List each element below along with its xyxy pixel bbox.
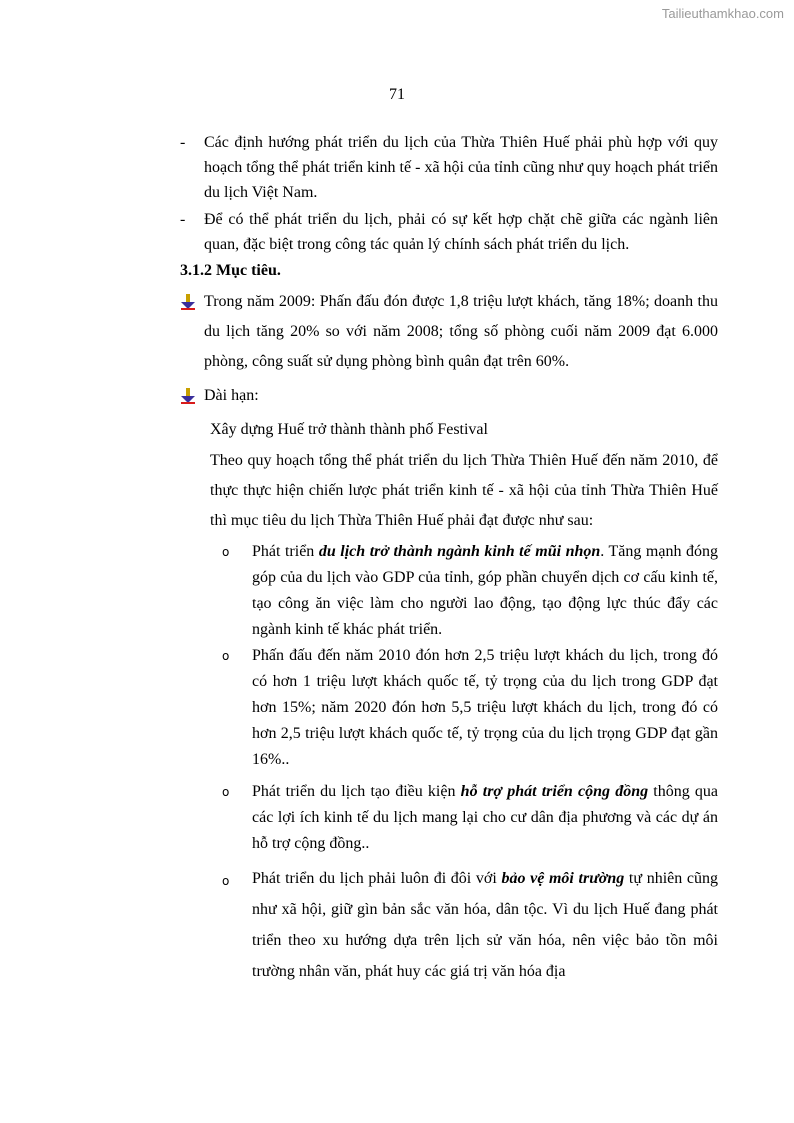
dash-marker: - [180, 134, 186, 151]
watermark: Tailieuthamkhao.com [661, 6, 784, 21]
goal-text: Phát triển [252, 543, 319, 560]
goal-text: Phát triển du lịch phải luôn đi đôi với [252, 870, 502, 887]
dash-list-item [180, 207, 718, 257]
goal-text: Phát triển du lịch tạo điều kiện [252, 783, 461, 800]
goal-text: . Tăng mạnh đóng góp của du lịch vào GDP của tỉnh, góp phần chuyển dịch cơ cấu kinh tế, tạo công ăn việc làm cho người lao động, tạo động lực thúc đẩy các ngành kinh tế khác phát triển. [252, 543, 719, 638]
document-body [180, 130, 718, 987]
plan-paragraph: Theo quy hoạch tổng thể phát triển du lịch Thừa Thiên Huế đến năm 2010, để thực thực hiện chiến lược phát triển kinh tế - xã hội của tỉnh Thừa Thiên Huế thì mục tiêu du lịch Thừa Thiên Huế phải đạt được như sau: [210, 452, 718, 529]
long-term-label: Dài hạn: [204, 387, 259, 404]
dash-item-text: Các định hướng phát triển du lịch của Thừa Thiên Huế phải phù hợp với quy hoạch tổng thể phát triển kinh tế - xã hội của tỉnh cũng như quy hoạch phát triển du lịch Việt Nam. [204, 134, 718, 201]
long-term-label-item [180, 381, 718, 411]
arrow-bullet-icon [181, 388, 195, 404]
arrow-bullet-icon [181, 294, 195, 310]
goal-item [180, 643, 718, 773]
goal-emphasis: bảo vệ môi trường [501, 870, 625, 887]
dash-marker: - [180, 211, 186, 228]
short-term-goal [180, 287, 718, 377]
circle-marker: o [222, 785, 230, 799]
goal-text: tự nhiên cũng như xã hội, giữ gìn bản sắc văn hóa, dân tộc. Vì du lịch Huế đang phát triển theo xu hướng dựa trên lịch sử văn hóa, nên việc bảo tồn môi trường nhân văn, phát huy các giá trị văn hóa địa [252, 870, 718, 980]
goal-item [180, 863, 718, 987]
goal-emphasis: hỗ trợ phát triển cộng đồng [460, 783, 649, 800]
section-heading: 3.1.2 Mục tiêu. [180, 262, 281, 279]
goal-text: thông qua các lợi ích kinh tế du lịch mang lại cho cư dân địa phương và các dự án hỗ trợ cộng đồng.. [252, 783, 719, 852]
dash-list-item [180, 130, 718, 205]
goal-item [180, 539, 718, 643]
page-number: 71 [389, 86, 405, 103]
circle-marker: o [222, 649, 230, 663]
goal-emphasis: du lịch trở thành ngành kinh tế mũi nhọn [318, 543, 601, 560]
festival-line: Xây dựng Huế trở thành thành phố Festival [210, 421, 488, 438]
circle-marker: o [222, 874, 230, 888]
short-term-text: Trong năm 2009: Phấn đấu đón được 1,8 triệu lượt khách, tăng 18%; doanh thu du lịch tăng 20% so với năm 2008; tổng số phòng cuối năm 2009 đạt 6.000 phòng, công suất sử dụng phòng bình quân đạt trên 60%. [204, 293, 718, 370]
goal-list [180, 539, 718, 987]
dash-item-text: Để có thể phát triển du lịch, phải có sự kết hợp chặt chẽ giữa các ngành liên quan, đặc biệt trong công tác quản lý chính sách phát triển du lịch. [204, 211, 718, 253]
goal-text: Phấn đấu đến năm 2010 đón hơn 2,5 triệu lượt khách du lịch, trong đó có hơn 1 triệu lượt khách quốc tế, tỷ trọng của du lịch trong GDP đạt hơn 15%; năm 2020 đón hơn 5,5 triệu lượt khách du lịch, trong đó có hơn 2,5 triệu lượt khách quốc tế, tỷ trọng của du lịch trọng GDP đạt gần 16%.. [252, 647, 718, 768]
circle-marker: o [222, 545, 230, 559]
goal-item [180, 779, 718, 857]
